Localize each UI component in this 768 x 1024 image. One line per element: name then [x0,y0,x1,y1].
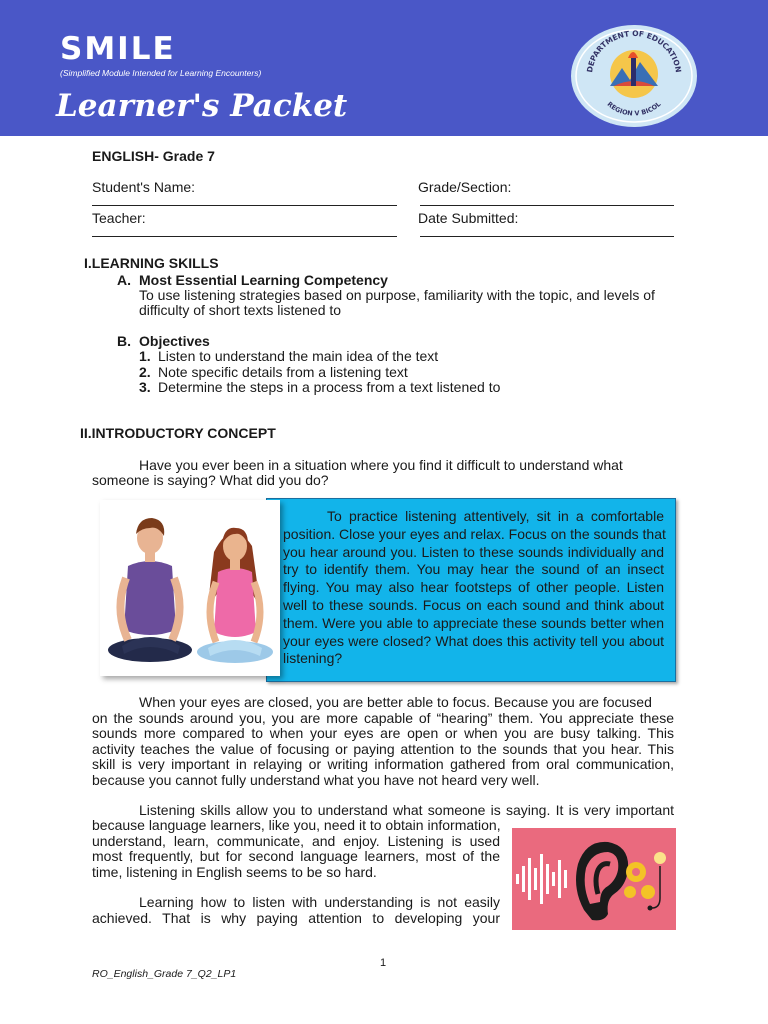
intro-question-line-1: Have you ever been in a situation where you find it difficult to understand what [139,457,623,473]
intro-question-line-2: someone is saying? What did you do? [92,472,329,488]
activity-text-line: listening? [283,650,343,667]
paragraph-line: sounds more compared to when your eyes are open or when you are busy talking. This [92,725,674,742]
teacher-label: Teacher: [92,210,146,226]
paragraph-line: activity teaches the value of focusing or paying attention to the sounds that you hear. This [92,740,674,757]
activity-box-text [283,508,664,668]
activity-text-line: try to identify them. You may hear the sound of an insect [283,561,664,578]
paragraph-line: most frequently, but for second language learners, most of the [92,848,500,865]
objective-number: 2. [139,364,151,380]
subject-title: ENGLISH- Grade 7 [92,148,215,164]
competency-marker: A. [117,272,131,288]
objective-number: 3. [139,379,151,395]
objective-text: Listen to understand the main idea of the text [158,348,439,364]
ear-listening-image [512,828,676,930]
competency-text-line-2: difficulty of short texts listened to [139,302,342,318]
paragraph-line: skill is very important in relaying or writing information gathered from oral communication, [92,756,674,773]
objective-number: 1. [139,348,151,364]
grade-section-line[interactable] [420,205,674,206]
activity-text-line: well to these sounds. Focus on each sound and think about [283,596,664,613]
objective-text: Note specific details from a listening text [158,364,408,380]
paragraph-line: Learning how to listen with understanding is not easily [139,894,500,910]
date-submitted-label: Date Submitted: [418,210,519,226]
teacher-line[interactable] [92,236,397,237]
section-introductory-concept-heading: II.INTRODUCTORY CONCEPT [80,425,276,441]
meditating-people-image [100,500,280,676]
objectives-title: Objectives [139,333,210,349]
paragraph-line: time, listening in English seems to be so hard. [92,863,377,880]
page-number: 1 [380,957,387,969]
packet-title: Learner's Packet [56,88,348,124]
svg-text:DEPARTMENT OF EDUCATION: DEPARTMENT OF EDUCATION [585,28,683,74]
competency-title: Most Essential Learning Competency [139,272,388,288]
paragraph-line: understand, learn, communicate, and enjoy. Listening is used [92,832,500,849]
svg-text:REGION V BICOL: REGION V BICOL [605,100,663,118]
paragraph-line: When your eyes are closed, you are better able to focus. Because you are focused [139,694,652,710]
competency-text-line-1: To use listening strategies based on purpose, familiarity with the topic, and levels of [139,287,655,303]
grade-section-label: Grade/Section: [418,179,512,195]
student-name-label: Student's Name: [92,179,196,195]
deped-seal-logo [570,24,698,128]
activity-text-line: To practice listening attentively, sit in a comfortable [327,508,664,524]
paragraph-listening-skills-cont [92,818,500,880]
paragraph-line: achieved. That is why paying attention to developing your [92,909,500,926]
footer-code: RO_English_Grade 7_Q2_LP1 [92,968,237,980]
paragraph-line: because you cannot fully understand what you have not heard very well. [92,771,540,788]
brand-subtitle: (Simplified Module Intended for Learning Encounters) [60,68,262,78]
paragraph-learning-to-listen [92,895,500,926]
paragraph-focus [92,695,674,789]
brand-title: SMILE [60,31,176,67]
paragraph-line: Listening skills allow you to understand what someone is saying. It is very important [139,802,674,818]
activity-text-line: you hear around you. Listen to these sounds individually and [283,543,664,560]
activity-text-line: position. Close your eyes and relax. Focus on the sounds that [283,525,666,542]
paragraph-line: because language learners, like you, need it to obtain information, [92,817,501,833]
paragraph-line: on the sounds around you, you are more capable of “hearing” them. You appreciate these [92,709,674,726]
header-banner [0,0,768,136]
student-name-line[interactable] [92,205,397,206]
objective-text: Determine the steps in a process from a text listened to [158,379,501,395]
date-submitted-line[interactable] [420,236,674,237]
activity-text-line: your eyes were closed? What does this activity tell you about [283,632,664,649]
section-learning-skills-heading: I.LEARNING SKILLS [84,255,219,271]
objectives-marker: B. [117,333,131,349]
activity-text-line: them. Were you able to appreciate these sounds better when [283,614,664,631]
activity-text-line: flying. You may also hear footsteps of other people. Listen [283,579,664,596]
